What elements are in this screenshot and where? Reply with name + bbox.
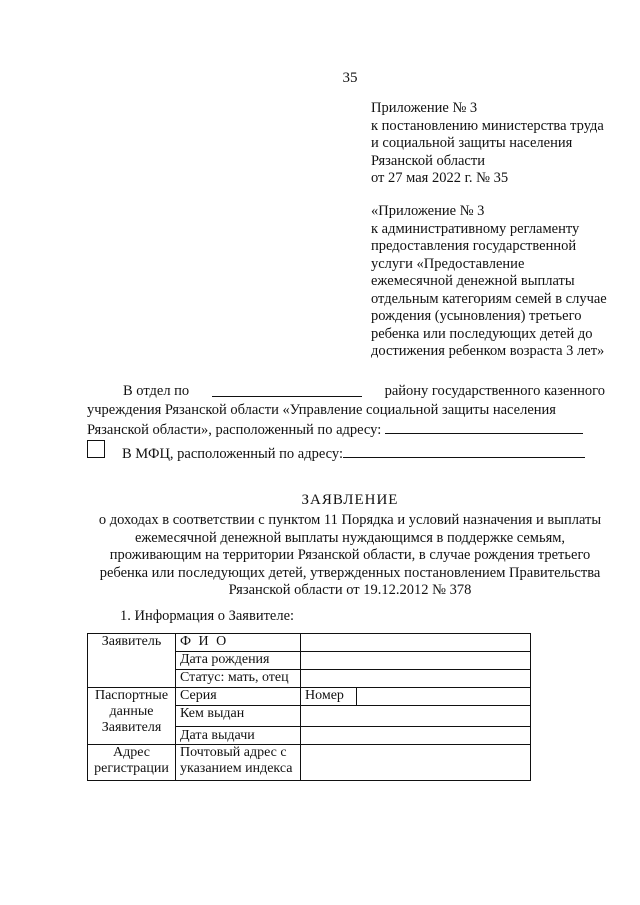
- issue-date-value-cell[interactable]: [301, 727, 531, 745]
- registration-label-line: Адрес: [112, 745, 150, 760]
- number-value-cell[interactable]: [357, 688, 531, 706]
- status-value-cell[interactable]: [301, 670, 531, 688]
- appendix-regulation: [371, 203, 607, 361]
- addressee-line-1: [87, 382, 605, 401]
- page-number: 35: [342, 70, 358, 86]
- appendix-regulation-line: достижения ребенком возраста 3 лет»: [371, 343, 605, 359]
- mfc-checkbox[interactable]: [87, 440, 105, 458]
- addressee-dept-suffix: району государственного казенного: [384, 383, 605, 399]
- issued-by-label-cell: Кем выдан: [176, 706, 301, 727]
- registration-label-line: регистрации: [94, 761, 169, 776]
- appendix-regulation-line: ежемесячной денежной выплаты: [371, 273, 575, 289]
- passport-label-line: данные: [109, 704, 154, 719]
- appendix-header-line: Приложение № 3: [371, 100, 478, 116]
- district-blank-field[interactable]: [212, 382, 362, 397]
- applicant-label-cell: Заявитель: [88, 634, 176, 688]
- appendix-header: [371, 100, 604, 188]
- appendix-header-line: и социальной защиты населения: [371, 135, 573, 151]
- postal-address-value-cell[interactable]: [301, 745, 531, 781]
- addressee-block: [87, 382, 605, 440]
- subtitle-line: ежемесячной денежной выплаты нуждающимся в поддержке семьям,: [134, 529, 566, 546]
- addressee-line-3: [87, 419, 605, 440]
- mfc-address-blank-field[interactable]: [343, 443, 585, 458]
- appendix-header-line: Рязанской области: [371, 152, 485, 169]
- appendix-regulation-line: предоставления государственной: [371, 238, 577, 254]
- postal-address-label-cell: [176, 745, 301, 781]
- addressee-line-2: [87, 401, 605, 420]
- subtitle-line: ребенка или последующих детей, утвержденных постановлением Правительства: [99, 564, 601, 581]
- addressee-dept-label: В отдел по: [123, 383, 190, 399]
- status-label-cell: Статус: мать, отец: [176, 670, 301, 688]
- document-title: ЗАЯВЛЕНИЕ: [301, 492, 399, 508]
- appendix-header-line: к постановлению министерства труда: [371, 117, 604, 134]
- series-label-cell: Серия: [176, 688, 301, 706]
- postal-address-label-line: указанием индекса: [180, 761, 293, 776]
- appendix-regulation-line: «Приложение № 3: [371, 203, 485, 219]
- appendix-regulation-line: к административному регламенту: [371, 220, 580, 237]
- birth-date-value-cell[interactable]: [301, 652, 531, 670]
- address-blank-field[interactable]: [385, 419, 583, 434]
- appendix-regulation-line: ребенка или последующих детей до: [371, 325, 593, 342]
- subtitle-line: проживающим на территории Рязанской области, в случае рождения третьего: [109, 547, 591, 563]
- document-subtitle: [60, 512, 640, 600]
- subtitle-line: Рязанской области от 19.12.2012 № 378: [228, 582, 472, 598]
- mfc-line: [122, 443, 585, 463]
- registration-label-cell: [88, 745, 176, 781]
- passport-label-line: Заявителя: [101, 720, 162, 735]
- applicant-info-table: [87, 633, 531, 781]
- section-1-heading: 1. Информация о Заявителе:: [120, 608, 295, 624]
- fio-label-cell: Ф И О: [176, 634, 301, 652]
- number-label-cell: Номер: [301, 688, 357, 706]
- appendix-header-line: от 27 мая 2022 г. № 35: [371, 170, 509, 186]
- addressee-institution: учреждения Рязанской области «Управление социальной защиты населения: [87, 401, 556, 418]
- appendix-regulation-line: услуги «Предоставление: [371, 255, 525, 272]
- appendix-regulation-line: отдельным категориям семей в случае: [371, 290, 607, 307]
- issued-by-value-cell[interactable]: [301, 706, 531, 727]
- appendix-regulation-line: рождения (усыновления) третьего: [371, 308, 582, 324]
- subtitle-line: о доходах в соответствии с пунктом 11 Порядка и условий назначения и выплаты: [98, 512, 602, 528]
- passport-label-cell: [88, 688, 176, 745]
- postal-address-label-line: Почтовый адрес с: [180, 745, 287, 760]
- fio-value-cell[interactable]: [301, 634, 531, 652]
- mfc-label: В МФЦ, расположенный по адресу:: [122, 446, 343, 462]
- issue-date-label-cell: Дата выдачи: [176, 727, 301, 745]
- birth-date-label-cell: Дата рождения: [176, 652, 301, 670]
- addressee-address-label: Рязанской области», расположенный по адресу:: [87, 422, 382, 438]
- passport-label-line: Паспортные: [94, 688, 169, 703]
